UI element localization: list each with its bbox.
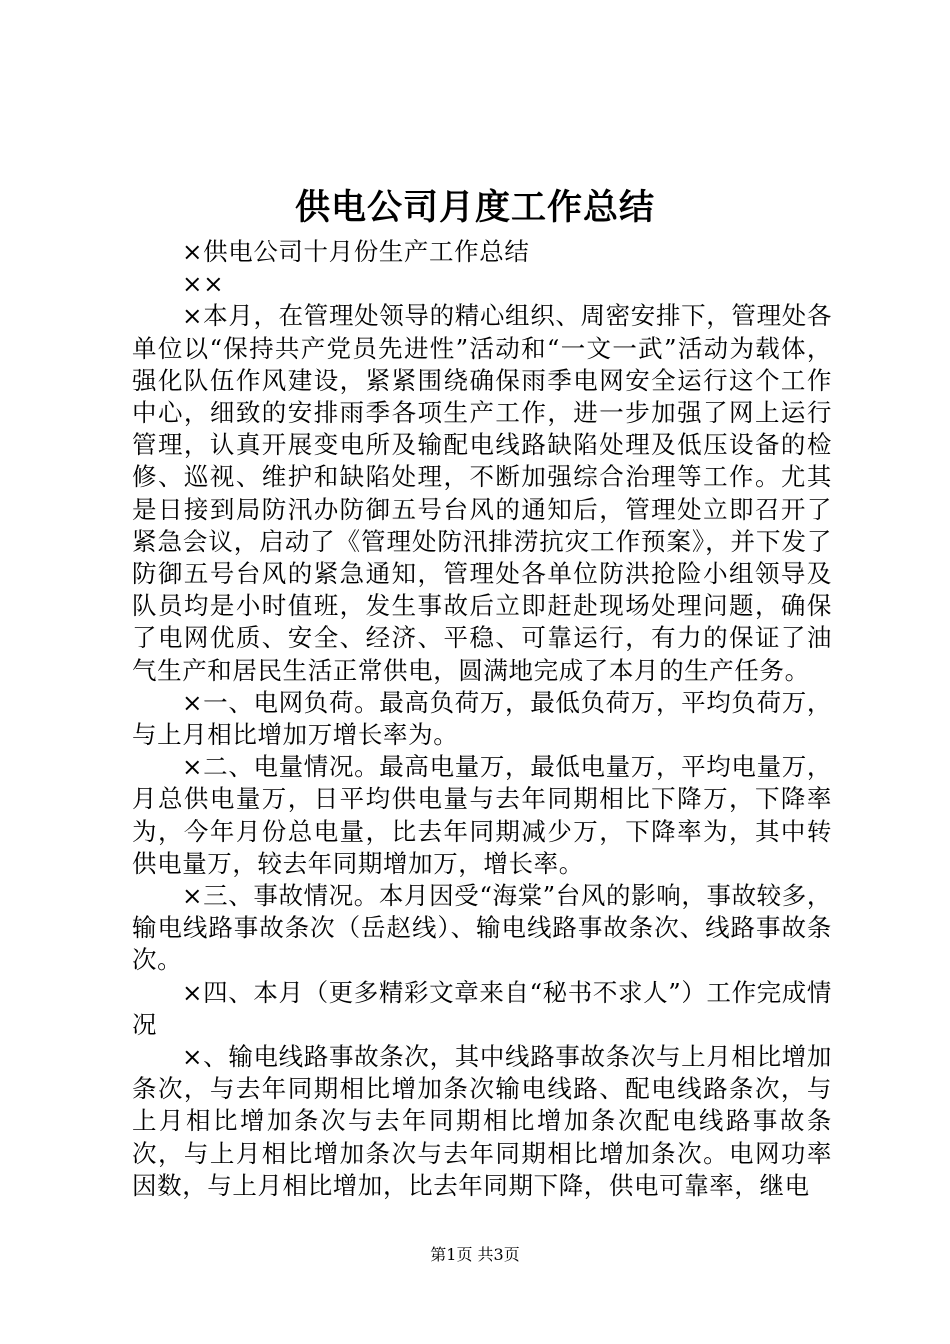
page-footer: 第1页 共3页 bbox=[430, 1245, 520, 1264]
work-completion-heading: ×四、本月（更多精彩文章来自“秘书不求人”）工作完成情况 bbox=[132, 977, 832, 1039]
electricity-paragraph: ×二、电量情况。最高电量万，最低电量万，平均电量万，月总供电量万，日平均供电量与去年同期相比下降万，下降率为，今年月份总电量，比去年同期减少万，下降率为，其中转供电量万，较去年同期增加万，增长率。 bbox=[132, 752, 832, 878]
grid-load-paragraph: ×一、电网负荷。最高负荷万，最低负荷万，平均负荷万，与上月相比增加万增长率为。 bbox=[132, 687, 832, 750]
placeholder-paragraph: ×× bbox=[182, 269, 225, 299]
intro-paragraph: ×本月，在管理处领导的精心组织、周密安排下，管理处各单位以“保持共产党员先进性”活动和“一文一武”活动为载体，强化队伍作风建设，紧紧围绕确保雨季电网安全运行这个工作中心，细致的安排雨季各项生产工作，进一步加强了网上运行管理，认真开展变电所及输配电线路缺陷处理及低压设备的检修、巡视、维护和缺陷处理，不断加强综合治理等工作。尤其是日接到局防汛办防御五号台风的通知后，管理处立即召开了紧急会议，启动了《管理处防汛排涝抗灾工作预案》，并下发了防御五号台风的紧急通知，管理处各单位防洪抢险小组领导及队员均是小时值班，发生事故后立即赶赴现场处理问题，确保了电网优质、安全、经济、平稳、可靠运行，有力的保证了油气生产和居民生活正常供电，圆满地完成了本月的生产任务。 bbox=[132, 301, 832, 685]
transmission-line-paragraph: ×、输电线路事故条次，其中线路事故条次与上月相比增加条次，与去年同期相比增加条次输电线路、配电线路条次，与上月相比增加条次与去年同期相比增加条次配电线路事故条次，与上月相比增加条次与去年同期相比增加条次。电网功率因数，与上月相比增加，比去年同期下降，供电可靠率，继电 bbox=[132, 1042, 832, 1200]
accident-paragraph: ×三、事故情况。本月因受“海棠”台风的影响，事故较多，输电线路事故条次（岳赵线）、输电线路事故条次、线路事故条次。 bbox=[132, 881, 832, 975]
document-body bbox=[132, 236, 832, 1202]
document-title: 供电公司月度工作总结 bbox=[294, 187, 655, 228]
subtitle-paragraph: ×供电公司十月份生产工作总结 bbox=[182, 237, 530, 266]
